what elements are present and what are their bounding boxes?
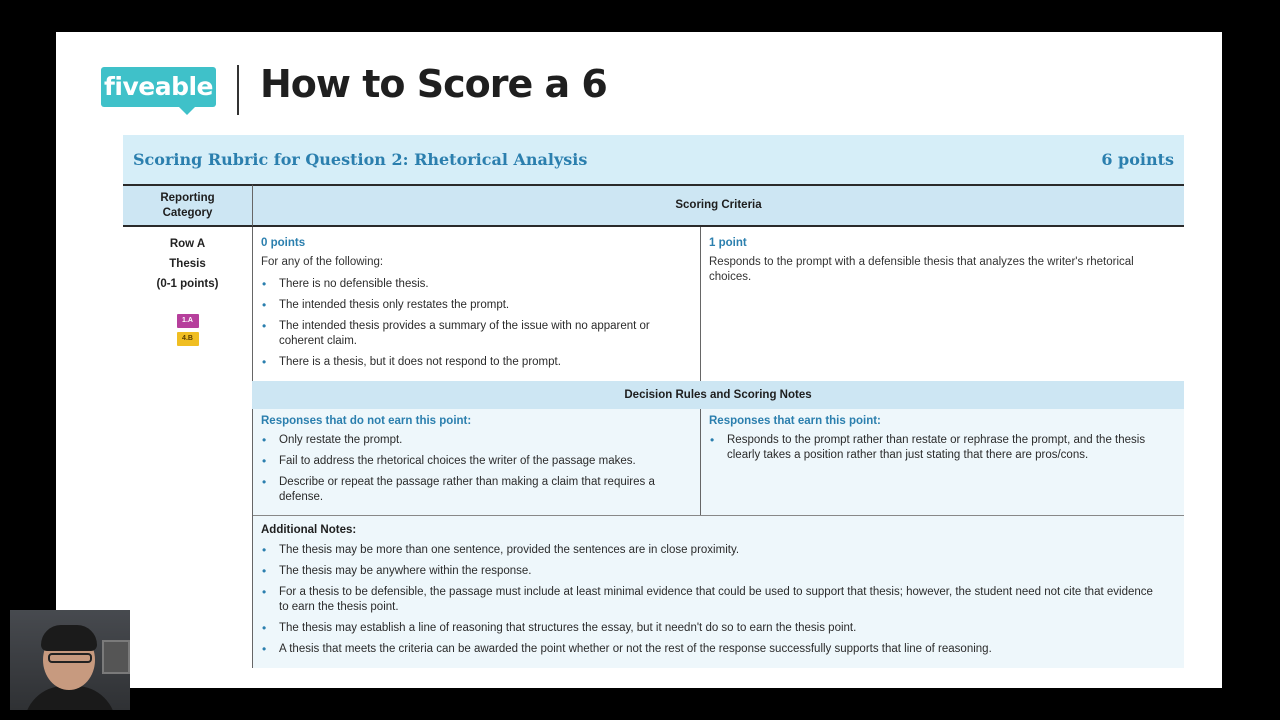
wall-picture (102, 640, 130, 674)
zero-points-intro: For any of the following: (261, 256, 384, 268)
one-point-text: Responds to the prompt with a defensible thesis that analyzes the writer's rhetorical choices. (709, 256, 1134, 283)
earn-list (709, 433, 1154, 463)
list-item: • There is no defensible thesis. (261, 277, 692, 292)
list-item: • There is a thesis, but it does not respond to the prompt. (261, 355, 692, 370)
rubric-title: Scoring Rubric for Question 2: Rhetorical Analysis (133, 150, 588, 169)
scoring-criteria-header (252, 184, 1184, 227)
reporting-category-label: Reporting Category (160, 191, 215, 219)
slide-title: How to Score a 6 (260, 62, 607, 106)
list-item: • The thesis may establish a line of reasoning that structures the essay, but it needn't do so to earn the thesis point. (261, 621, 1164, 636)
scoring-rubric (123, 135, 1184, 668)
list-item: • A thesis that meets the criteria can be awarded the point whether or not the rest of the response successfully supports that line of reasoning. (261, 642, 1164, 657)
not-earn-label: Responses that do not earn this point: (261, 415, 472, 427)
not-earn-list (261, 433, 692, 505)
row-category: Thesis (169, 258, 206, 270)
skill-tag-1a: 1.A (177, 314, 199, 328)
skill-tag-4b: 4.B (177, 332, 199, 346)
list-item: • Only restate the prompt. (261, 433, 692, 448)
one-point-cell (701, 237, 1184, 285)
zero-points-cell (253, 237, 700, 376)
earn-label: Responses that earn this point: (709, 415, 881, 427)
row-range: (0-1 points) (156, 278, 219, 290)
presenter-webcam (10, 610, 130, 710)
additional-notes-label: Additional Notes: (261, 524, 357, 536)
reporting-category-header (123, 184, 252, 227)
zero-points-list (261, 277, 692, 370)
additional-notes-list (261, 543, 1164, 657)
decision-rules-header: Decision Rules and Scoring Notes (252, 381, 1184, 409)
list-item: • The intended thesis only restates the prompt. (261, 298, 692, 313)
list-item: • Describe or repeat the passage rather than making a claim that requires a defense. (261, 475, 692, 505)
list-item: • Fail to address the rhetorical choices the writer of the passage makes. (261, 454, 692, 469)
list-item: • The thesis may be more than one sentence, provided the sentences are in close proximity. (261, 543, 1164, 558)
row-a-category (123, 234, 252, 350)
presenter-glasses (48, 653, 92, 663)
rubric-header (123, 135, 1184, 184)
one-point-label: 1 point (709, 237, 747, 249)
list-item: • The thesis may be anywhere within the response. (261, 564, 1164, 579)
earn-cell (701, 415, 1184, 469)
zero-points-label: 0 points (261, 237, 306, 249)
list-item: • For a thesis to be defensible, the passage must include at least minimal evidence that could be used to support that thesis; however, the student need not cite that evidence to earn the thesis point. (261, 585, 1164, 615)
fiveable-logo (101, 67, 216, 107)
list-item: • The intended thesis provides a summary of the issue with no apparent or coherent claim. (261, 319, 692, 349)
rubric-points: 6 points (1101, 150, 1174, 169)
logo-text: fiveable (104, 72, 213, 101)
scoring-criteria-label: Scoring Criteria (675, 199, 762, 211)
list-item: • Responds to the prompt rather than restate or rephrase the prompt, and the thesis clearly takes a position rather than just stating that there are pros/cons. (709, 433, 1154, 463)
presentation-slide (56, 32, 1222, 688)
not-earn-cell (253, 415, 700, 511)
additional-notes-cell (253, 516, 1184, 663)
presenter-hair (41, 625, 97, 651)
row-name: Row A (169, 238, 206, 250)
title-divider (237, 65, 239, 115)
